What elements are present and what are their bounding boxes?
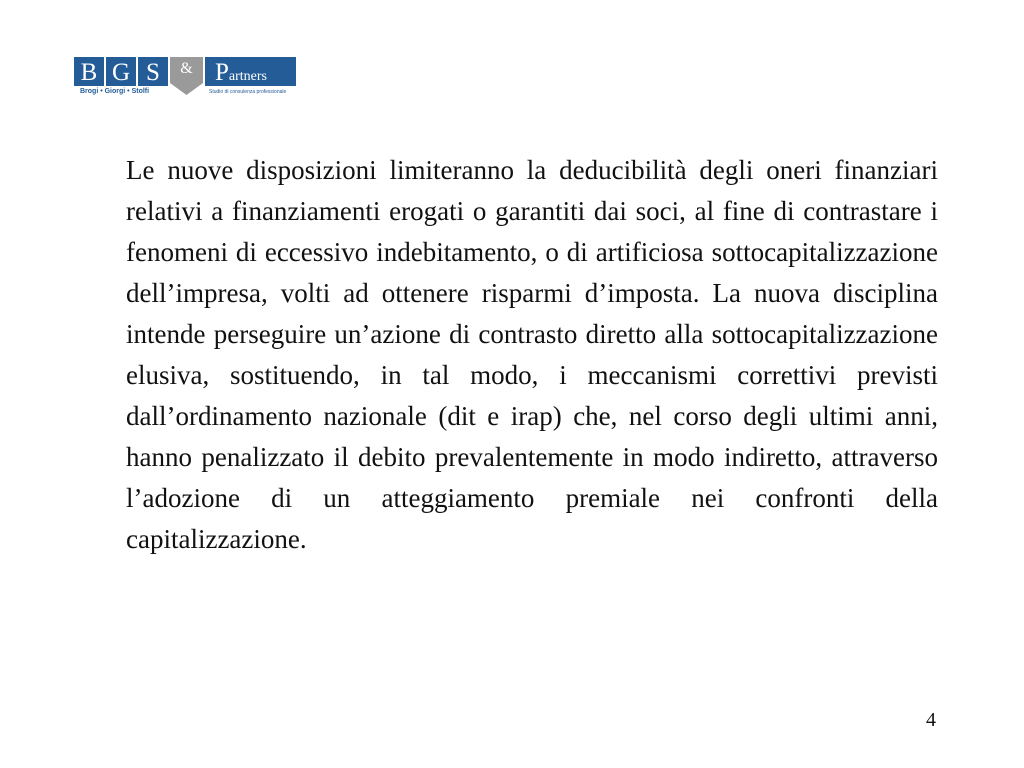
page-number: 4: [926, 709, 936, 731]
logo-ampersand-shield: [170, 57, 203, 95]
body-paragraph: Le nuove disposizioni limiteranno la deducibilità degli oneri finanziari relativi a finanziamenti erogati o garantiti dai soci, al fine di contrastare i fenomeni di eccessivo indebitamento, o di artificiosa sottocapitalizzazione dell’impresa, volti ad ottenere risparmi d’imposta. La nuova disciplina intende perseguire un’azione di contrasto diretto alla sottocapitalizzazione elusiva, sostituendo, in tal modo, i meccanismi correttivi previsti dall’ordinamento nazionale (dit e irap) che, nel corso degli ultimi anni, hanno penalizzato il debito prevalentemente in modo indiretto, attraverso l’adozione di un atteggiamento premiale nei confronti della capitalizzazione.: [126, 155, 938, 554]
logo-letter-s: S: [138, 57, 168, 86]
logo-row: [74, 57, 296, 86]
bgs-partners-logo: [74, 57, 300, 99]
logo-letter-g: G: [106, 57, 136, 86]
logo-partners-box: [205, 57, 296, 86]
logo-ampersand: &: [180, 60, 193, 77]
logo-partners-initial: P: [215, 59, 229, 86]
logo-letter-b: B: [74, 57, 104, 86]
logo-subtitle-tagline: Studio di consulenza professionale: [209, 89, 287, 95]
logo-partners-rest: artners: [228, 69, 267, 84]
logo-subtitle-names: Brogi • Giorgi • Stolfi: [80, 88, 150, 95]
